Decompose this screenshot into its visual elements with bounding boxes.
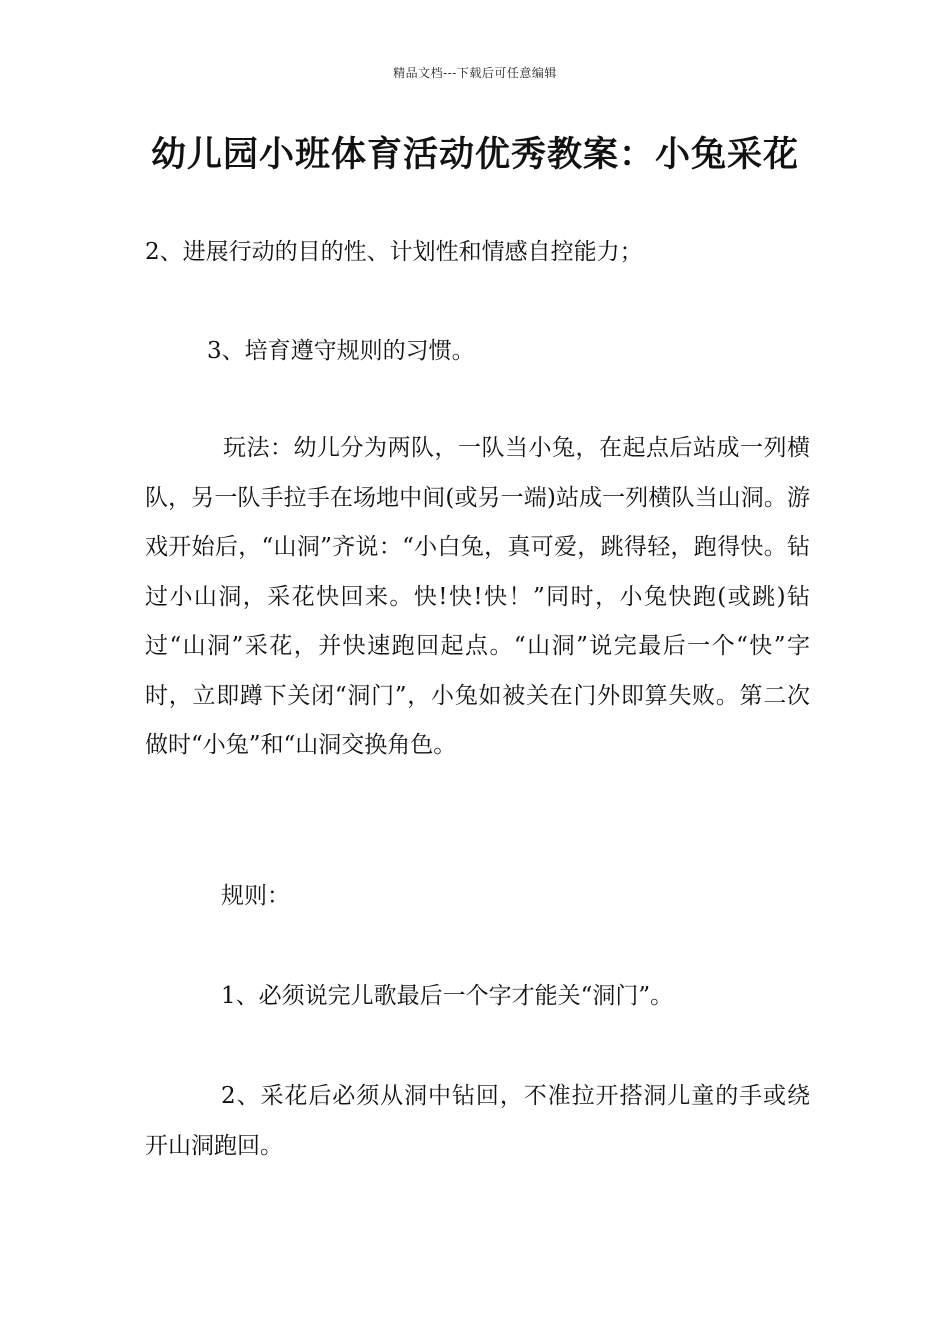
paragraph-gameplay: 玩法：幼儿分为两队，一队当小兔，在起点后站成一列横队，另一队手拉手在场地中间(或另一端)站成一列横队当山洞。游戏开始后，“山洞”齐说：“小白兔，真可爱，跳得轻，跑得快。钻过小山洞，采花快回来。快!快!快！”同时，小兔快跑(或跳)钻过“山洞”采花，并快速跑回起点。“山洞”说完最后一个“快”字时，立即蹲下关闭“洞门”，小兔如被关在门外即算失败。第二次做时“小兔”和“山洞交换角色。: [145, 435, 810, 758]
paragraph-rule-1: 1、必须说完儿歌最后一个字才能关“洞门”。: [221, 983, 674, 1009]
document-title: 幼儿园小班体育活动优秀教案：小兔采花: [150, 135, 799, 175]
header-note: 精品文档---下载后可任意编辑: [393, 66, 557, 80]
paragraph-rule-2: 2、采花后必须从洞中钻回，不准拉开搭洞儿童的手或绕开山洞跑回。: [145, 1083, 810, 1159]
paragraph-goal-2: 2、进展行动的目的性、计划性和情感自控能力；: [145, 239, 643, 265]
paragraph-goal-3: 3、培育遵守规则的习惯。: [207, 338, 475, 364]
paragraph-rules-heading: 规则：: [221, 883, 290, 909]
